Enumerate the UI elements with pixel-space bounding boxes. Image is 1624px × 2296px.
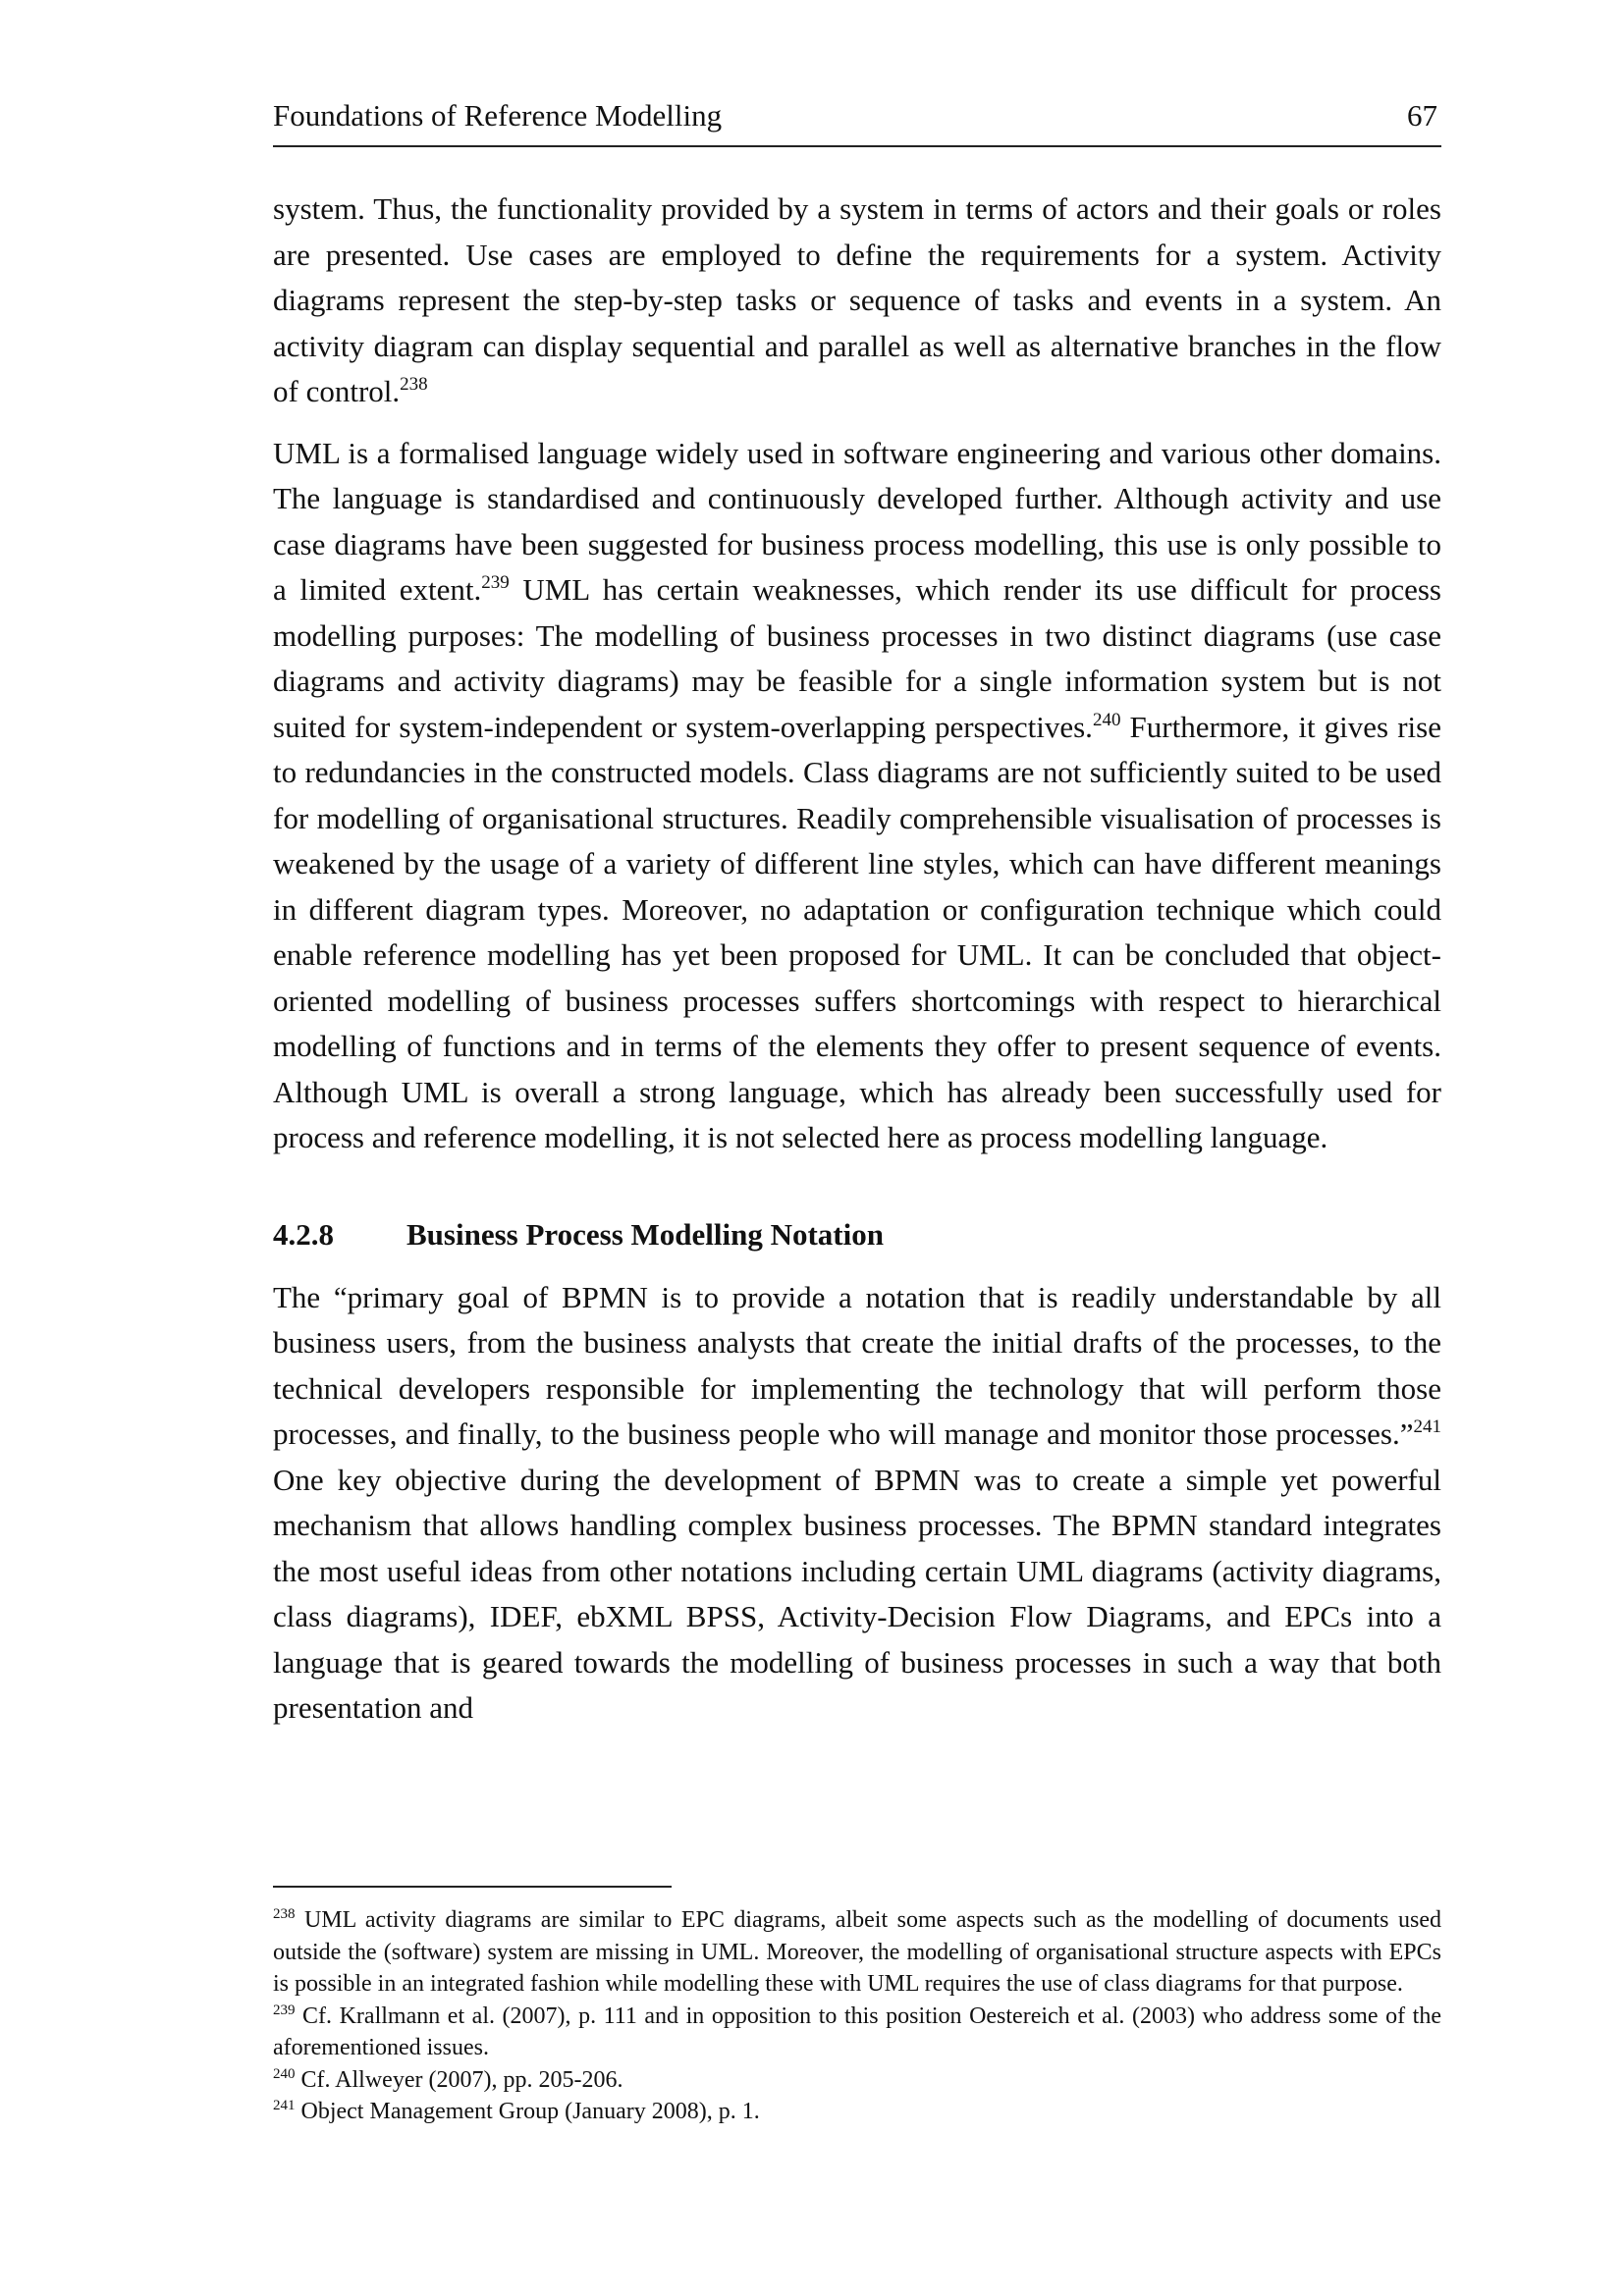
footnote-ref-241: 241 [1413,1416,1441,1437]
running-header [273,98,1441,147]
footnote-text: UML activity diagrams are similar to EPC diagrams, albeit some aspects such as the modelling of documents used outside the (software) system are missing in UML. Moreover, the modelling of organisational structure aspects with EPCs is possible in an integrated fashion while modelling these with UML requires the use of class diagrams for that purpose. [273,1907,1441,1997]
paragraph-2 [273,431,1441,1161]
paragraph-3-part-b: One key objective during the development of BPMN was to create a simple yet powerful mechanism that allows handling complex business processes. The BPMN standard integrates the most useful ideas from other notations including certain UML diagrams (activity diagrams, class diagrams), IDEF, ebXML BPSS, Activity-Decision Flow Diagrams, and EPCs into a language that is geared towards the modelling of business processes in such a way that both presentation and [273,1462,1441,1725]
paragraph-3-part-a: The “primary goal of BPMN is to provide a notation that is readily understandable by all business users, from the business analysts that create the initial drafts of the processes, to the technical developers responsible for implementing the technology that will perform those processes, and finally, to the business people who will manage and monitor those processes.” [273,1279,1441,1451]
footnote-text: Cf. Krallmann et al. (2007), p. 111 and in opposition to this position Oestereich et al. (2003) who address some of the aforementioned issues. [273,2002,1441,2060]
paragraph-1 [273,187,1441,415]
footnote-number: 239 [273,2002,296,2018]
paragraph-1-text: system. Thus, the functionality provided by a system in terms of actors and their goals or roles are presented. Use cases are employed to define the requirements for a system. Activity diagrams represent the step-by-step tasks or sequence of tasks and events in a system. An activity diagram can display sequential and parallel as well as alternative branches in the flow of control. [273,191,1441,408]
footnote-text: Object Management Group (January 2008), p. 1. [295,2099,760,2124]
footnote-ref-239: 239 [481,572,510,593]
footnotes [273,1904,1441,2128]
body-text [273,187,1441,1747]
section-heading [273,1212,1441,1257]
footnote-239 [273,2001,1441,2064]
section-number: 4.2.8 [273,1216,334,1252]
paragraph-2-part-b: UML has certain weaknesses, which render its use difficult for process modelling purposes: The modelling of business processes in two distinct diagrams (use case diagrams and activity diagrams) may be feasible for a single information system but is not suited for system-independent or system-overlapping perspectives. [273,572,1441,744]
footnote-number: 241 [273,2098,296,2113]
footnote-separator [273,1886,672,1888]
footnote-ref-240: 240 [1092,709,1121,730]
footnote-ref-238: 238 [400,374,428,395]
footnote-241 [273,2096,1441,2128]
footnote-238 [273,1904,1441,2001]
footnote-number: 238 [273,1906,296,1922]
paragraph-3 [273,1275,1441,1732]
footnote-240 [273,2064,1441,2097]
footnote-text: Cf. Allweyer (2007), pp. 205-206. [295,2066,623,2093]
page-number: 67 [1407,98,1437,133]
footnote-number: 240 [273,2065,296,2082]
paragraph-2-part-a: UML is a formalised language widely used in software engineering and various other domains. The language is standardised and continuously developed further. Although activity and use case diagrams have been suggested for business process modelling, this use is only possible to a limited extent. [273,435,1441,607]
running-title: Foundations of Reference Modelling [273,98,723,133]
section-title: Business Process Modelling Notation [406,1216,884,1252]
paragraph-2-part-c: Furthermore, it gives rise to redundancies in the constructed models. Class diagrams are not sufficiently suited to be used for modelling of organisational structures. Readily comprehensible visualisation of processes is weakened by the usage of a variety of different line styles, which can have different meanings in different diagram types. Moreover, no adaptation or configuration technique which could enable reference modelling has yet been proposed for UML. It can be concluded that object-oriented modelling of business processes suffers shortcomings with respect to hierarchical modelling of functions and in terms of the elements they offer to present sequence of events. Although UML is overall a strong language, which has already been successfully used for process and reference modelling, it is not selected here as process modelling language. [273,709,1441,1154]
